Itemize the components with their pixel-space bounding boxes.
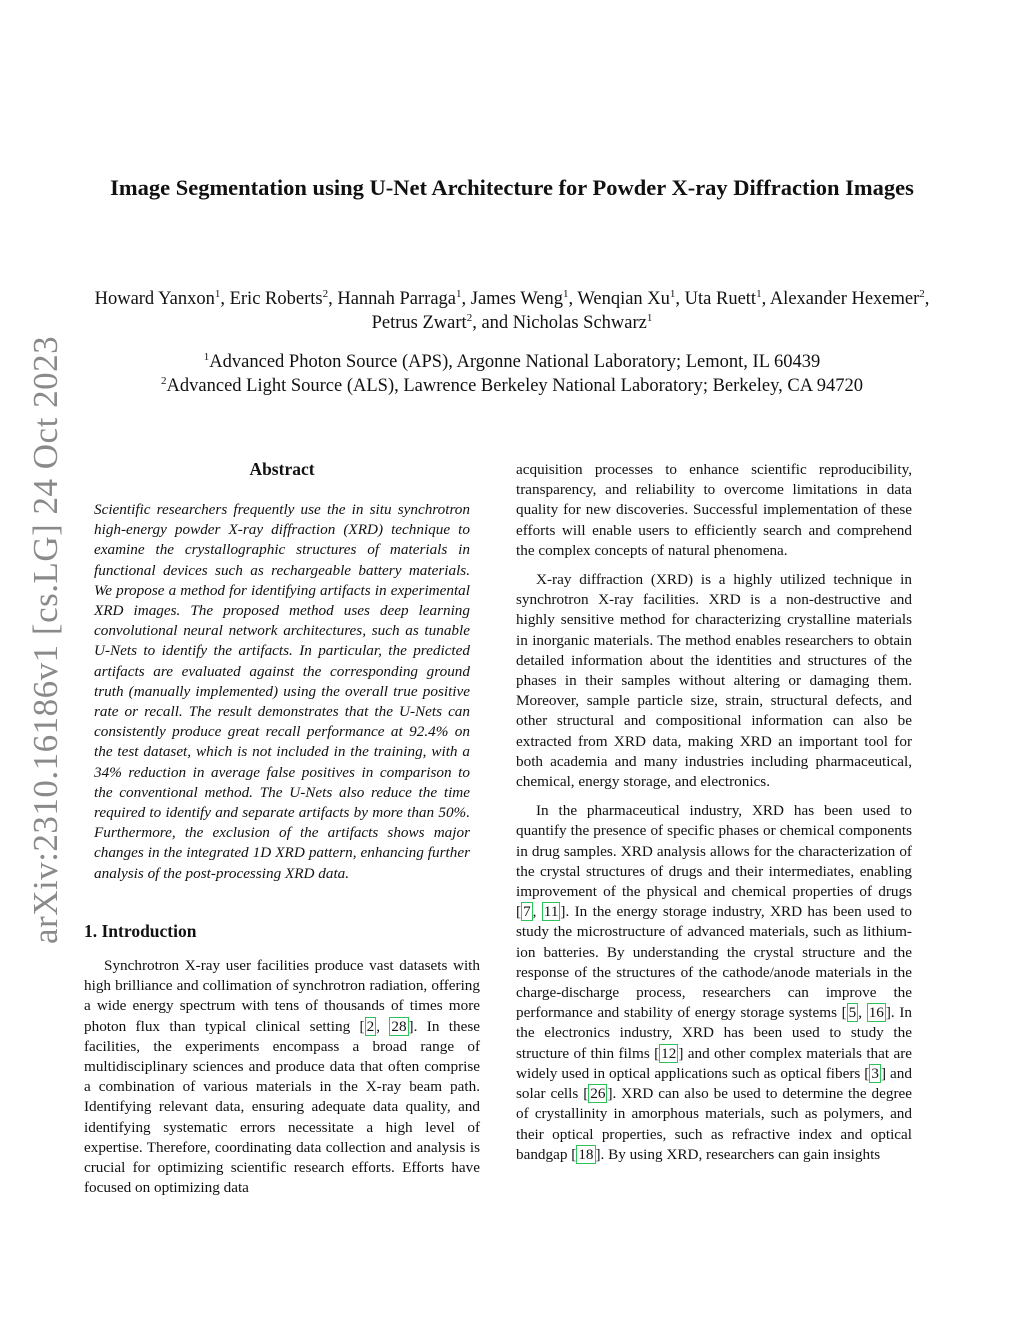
body-paragraph: acquisition processes to enhance scientific reproducibility, transparency, and reliability to overcome limitations in data quality for new discoveries. Successful implementation of these efforts will enable users to efficiently search and comprehend the complex concepts of natural phenomena. xyxy=(516,461,912,559)
citation-link[interactable]: 2 xyxy=(366,1017,375,1035)
citation-link[interactable]: 18 xyxy=(578,1145,594,1163)
paragraph-text: ]. XRD can also be used to determine the degree of crystallinity in amorphous materials, such as polymers, and their optical properties, such as refractive index and optical bandgap [ xyxy=(516,1085,912,1163)
abstract-heading: Abstract xyxy=(249,459,315,479)
arxiv-identifier-stamp[interactable]: arXiv:2310.16186v1 [cs.LG] 24 Oct 2023 xyxy=(26,335,65,944)
citation-link[interactable]: 7 xyxy=(523,903,531,921)
paragraph-text: ] and other complex materials that are widely used in optical applications such as optical fibers [ xyxy=(516,1044,912,1082)
paragraph-text: , xyxy=(376,1017,390,1035)
author-affiliation-mark: 2 xyxy=(322,288,329,300)
author: Alexander Hexemer xyxy=(769,289,920,309)
author-affiliation-mark: 1 xyxy=(646,312,653,324)
paragraph-text: ]. In these facilities, the experiments encompass a broad range of multidisciplinary sciences and produce data that often comprise a combination of various materials in the X-ray beam path. Identifying relevant data, ensuring adequate data quality, and identifying systematic errors necessitate a high level of expertise. Therefore, coordinating data collection and analysis is crucial for optimizing scientific research efforts. Efforts have focused on optimizing data xyxy=(84,1017,480,1197)
paragraph-text: ]. By using XRD, researchers can gain insights xyxy=(595,1145,881,1163)
affiliation-number: 2 xyxy=(161,375,167,387)
author: Eric Roberts xyxy=(229,289,323,309)
author: Hannah Parraga xyxy=(337,289,456,309)
author-affiliation-mark: 1 xyxy=(669,288,676,300)
paragraph-text: ]. In the electronics industry, XRD has been used to study the structure of thin films [ xyxy=(516,1004,913,1062)
author: James Weng xyxy=(470,289,563,309)
affiliation xyxy=(70,374,954,398)
introduction-body xyxy=(84,956,480,1198)
affiliation-list xyxy=(70,350,954,398)
introduction-paragraph xyxy=(84,956,480,1198)
affiliation xyxy=(70,350,954,374)
affiliation-text: Advanced Photon Source (APS), Argonne National Laboratory; Lemont, IL 60439 xyxy=(209,352,821,372)
citation-link[interactable]: 5 xyxy=(848,1004,857,1022)
affiliation-text: Advanced Light Source (ALS), Lawrence Berkeley National Laboratory; Berkeley, CA 94720 xyxy=(166,376,863,396)
author-affiliation-mark: 1 xyxy=(456,288,462,300)
author: Uta Ruett xyxy=(684,289,757,309)
author: Petrus Zwart xyxy=(371,313,467,333)
right-column-body xyxy=(516,460,912,1174)
body-paragraph: X-ray diffraction (XRD) is a highly utilized technique in synchrotron X-ray facilities. XRD is a non-destructive and highly sensitive method for characterizing crystalline materials in inorganic materials. The method enables researchers to obtain detailed information about the identities and structures of the phases in their samples without altering or damaging them. Moreover, sample particle size, strain, structural defects, and other structural and compositional information can also be extracted from XRD data, making XRD an important tool for both academia and many industries including pharmaceutical, chemical, energy storage, and electronics. xyxy=(516,571,912,791)
author: Nicholas Schwarz xyxy=(512,313,647,333)
paragraph-text: In the pharmaceutical industry, XRD has been used to quantify the presence of specific phases or chemical components in drug samples. XRD analysis allows for the characterization of the crystal structures of drugs and their intermediates, enabling improvement of the physical and chemical properties of drugs [ xyxy=(516,802,912,921)
author-affiliation-mark: 2 xyxy=(919,288,925,300)
author-list: Howard Yanxon$^1$, Eric Roberts$^2$, Hannah Parraga$^1$, James Weng$^1$, Wenqian Xu$^1$, Uta Ruett$^1$, Alexander Hexemer$^2$, Petrus Zwart$^2$, and Nicholas Schwarz$^1$ xyxy=(94,288,930,333)
paragraph-text: ]. In the energy storage industry, XRD has been used to study the microstructure of advanced materials, such as lithium-ion batteries. By understanding the crystal structure and the response of the structures of the cathode/anode materials in the charge-discharge process, researchers can improve the performance and stability of energy storage systems [ xyxy=(516,903,913,1022)
citation-link[interactable]: 12 xyxy=(661,1044,677,1062)
author-affiliation-mark: 1 xyxy=(562,288,569,300)
introduction-heading: 1. Introduction xyxy=(84,921,197,941)
author: Wenqian Xu xyxy=(577,289,670,309)
author-affiliation-mark: 2 xyxy=(466,312,473,324)
paragraph-text: , xyxy=(532,903,542,921)
affiliation-number: 1 xyxy=(203,351,210,363)
citation-link[interactable]: 3 xyxy=(871,1064,879,1082)
author: Howard Yanxon xyxy=(94,289,215,309)
citation-link[interactable]: 28 xyxy=(391,1017,407,1035)
paper-title: Image Segmentation using U-Net Architecture for Powder X-ray Diffraction Images xyxy=(110,175,914,200)
author-affiliation-mark: 1 xyxy=(756,288,762,300)
body-paragraph xyxy=(516,801,912,1165)
paragraph-text: Synchrotron X-ray user facilities produce vast datasets with high brilliance and collimation of synchrotron radiation, offering a wide energy spectrum with tens of thousands of times more photon flux than typical clinical setting [ xyxy=(84,957,480,1035)
citation-link[interactable]: 11 xyxy=(543,903,559,921)
paragraph-text: , xyxy=(858,1004,867,1022)
paragraph-text: ] and solar cells [ xyxy=(516,1064,912,1103)
citation-link[interactable]: 16 xyxy=(868,1004,884,1022)
author-affiliation-mark: 1 xyxy=(214,288,221,300)
citation-link[interactable]: 26 xyxy=(590,1085,606,1103)
abstract-text: Scientific researchers frequently use the in situ synchrotron high-energy powder X-ray diffraction (XRD) technique to examine the crystallographic structures of materials in functional devices such as rechargeable battery materials. We propose a method for identifying artifacts in experimental XRD images. The proposed method uses deep learning convolutional neural network architectures, such as tunable U-Nets to identify the artifacts. In particular, the predicted artifacts are evaluated against the corresponding ground truth (manually implemented) using the overall true positive rate or recall. The result demonstrates that the U-Nets can consistently produce great recall performance at 92.4% on the test dataset, which is not included in the training, with a 34% reduction in average false positives in comparison to the conventional method. The U-Nets also reduce the time required to identify and separate artifacts by more than 50%. Furthermore, the exclusion of the artifacts shows major changes in the integrated 1D XRD pattern, enhancing further analysis of the post-processing XRD data. xyxy=(94,501,470,882)
